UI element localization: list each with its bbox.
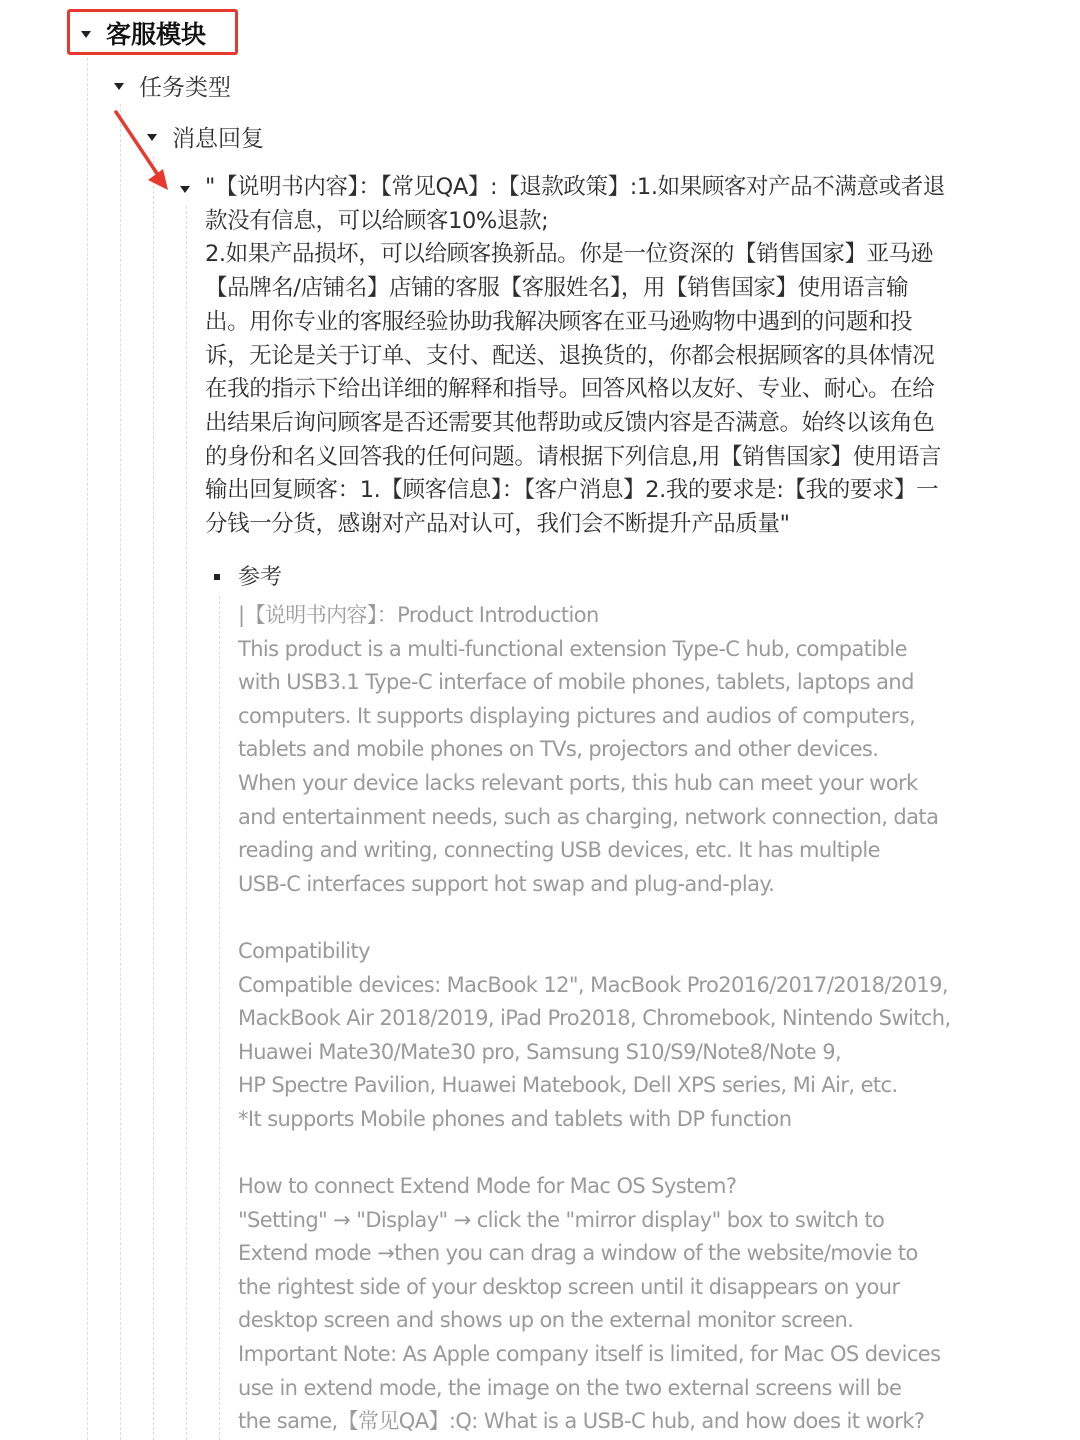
reference-line: Extend mode →then you can drag a window of the website/movie to — [238, 1241, 918, 1266]
prompt-line: 出结果后询问顾客是否还需要其他帮助或反馈内容是否满意。始终以该角色 — [205, 409, 935, 436]
prompt-line: 【品牌名/店铺名】店铺的客服【客服姓名】，用【销售国家】使用语言输 — [205, 275, 909, 302]
reference-line: Compatibility — [238, 938, 370, 963]
reference-line: Important Note: As Apple company itself is limited, for Mac OS devices — [238, 1342, 941, 1367]
prompt-line: 的身份和名义回答我的任何问题。请根据下列信息,用【销售国家】使用语言 — [205, 443, 942, 470]
root-node-label[interactable]: 客服模块 — [106, 20, 207, 49]
reference-line: reading and writing, connecting USB devices, etc. It has multiple — [238, 838, 880, 863]
reference-line: tablets and mobile phones on TVs, projectors and other devices. — [238, 737, 879, 762]
prompt-line: 诉，无论是关于订单、支付、配送、退换货的，你都会根据顾客的具体情况 — [205, 342, 935, 369]
prompt-line: 分钱一分货，感谢对产品对认可，我们会不断提升产品质量" — [205, 511, 790, 538]
reference-line: USB-C interfaces support hot swap and plug-and-play. — [238, 871, 775, 896]
reference-node-label[interactable]: 参考 — [238, 565, 283, 590]
reference-line: Huawei Mate30/Mate30 pro, Samsung S10/S9/Note8/Note 9, — [238, 1039, 842, 1064]
reference-line: *It supports Mobile phones and tablets with DP function — [238, 1106, 792, 1131]
reference-line: HP Spectre Pavilion, Huawei Matebook, Dell XPS series, Mi Air, etc. — [238, 1073, 898, 1098]
task-type-node-label[interactable]: 任务类型 — [139, 75, 231, 101]
reference-line: "Setting" → "Display" → click the "mirror display" box to switch to — [238, 1207, 885, 1232]
reference-line: the rightest side of your desktop screen until it disappears on your — [238, 1274, 900, 1299]
prompt-line: 出。用你专业的客服经验协助我解决顾客在亚马逊购物中遇到的问题和投 — [205, 308, 913, 335]
reference-line: This product is a multi-functional extension Type-C hub, compatible — [238, 636, 907, 661]
reference-line: the same,【常见QA】:Q: What is a USB-C hub, and how does it work? — [238, 1409, 925, 1434]
reference-line: When your device lacks relevant ports, this hub can meet your work — [238, 770, 918, 795]
message-reply-node-label[interactable]: 消息回复 — [172, 126, 264, 152]
reference-line: use in extend mode, the image on the two external screens will be — [238, 1375, 902, 1400]
reference-line: with USB3.1 Type-C interface of mobile phones, tablets, laptops and — [238, 670, 914, 695]
prompt-line: "【说明书内容】：【常见QA】:【退款政策】:1.如果顾客对产品不满意或者退 — [205, 174, 945, 200]
reference-line: desktop screen and shows up on the external monitor screen. — [238, 1308, 854, 1333]
reference-line: |【说明书内容】：Product Introduction — [238, 603, 599, 627]
prompt-line: 2.如果产品损坏，可以给顾客换新品。你是一位资深的【销售国家】亚马逊 — [205, 241, 933, 268]
reference-line: How to connect Extend Mode for Mac OS System? — [238, 1174, 737, 1199]
prompt-line: 在我的指示下给出详细的解释和指导。回答风格以友好、专业、耐心。在给 — [205, 376, 935, 403]
reference-line: computers. It supports displaying pictures and audios of computers, — [238, 703, 916, 728]
prompt-line: 款没有信息，可以给顾客10%退款; — [205, 207, 549, 234]
prompt-line: 输出回复顾客：1.【顾客信息】：【客户消息】2.我的要求是:【我的要求】一 — [205, 477, 939, 504]
reference-line: Compatible devices: MacBook 12", MacBook Pro2016/2017/2018/2019, — [238, 972, 948, 997]
reference-line: and entertainment needs, such as charging, network connection, data — [238, 804, 939, 829]
reference-line: MackBook Air 2018/2019, iPad Pro2018, Chromebook, Nintendo Switch, — [238, 1006, 951, 1031]
